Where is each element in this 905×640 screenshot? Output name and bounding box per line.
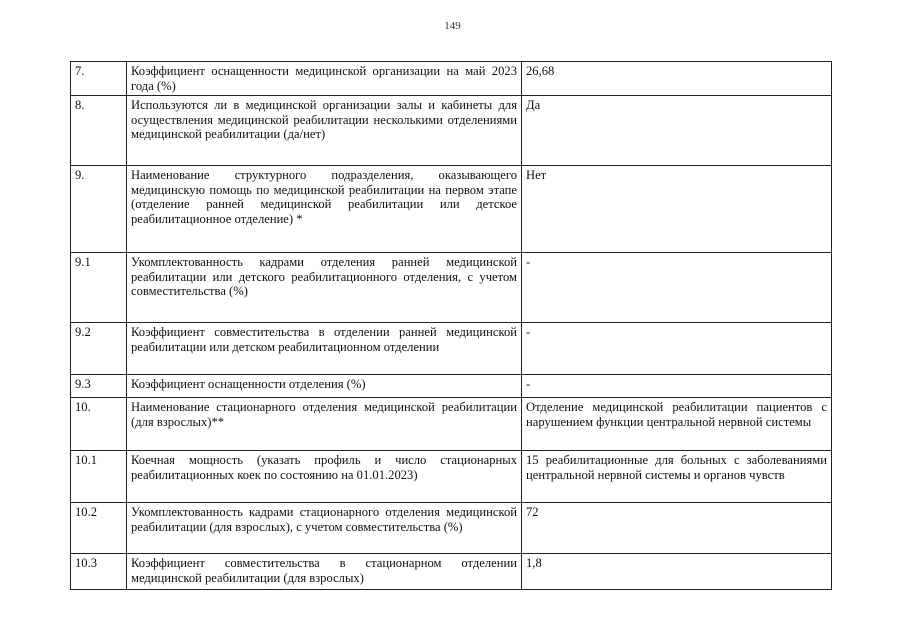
row-value: - xyxy=(522,323,832,375)
row-number: 10. xyxy=(71,398,127,451)
table-row xyxy=(71,398,832,451)
table-row xyxy=(71,62,832,96)
row-description: Укомплектованность кадрами стационарного отделения медицинской реабилитации (для взрослых), с учетом совместительства (%) xyxy=(127,503,522,554)
row-number: 9.1 xyxy=(71,253,127,323)
row-description: Наименование структурного подразделения, оказывающего медицинскую помощь по медицинской реабилитации на первом этапе (отделение ранней медицинской реабилитации или детское реабилитационное отделение) * xyxy=(127,166,522,253)
row-description: Коэффициент оснащенности отделения (%) xyxy=(127,375,522,398)
row-value: Отделение медицинской реабилитации пациентов с нарушением функции центральной нервной системы xyxy=(522,398,832,451)
row-value: 15 реабилитационные для больных с заболеваниями центральной нервной системы и органов чувств xyxy=(522,451,832,503)
row-description: Коечная мощность (указать профиль и число стационарных реабилитационных коек по состоянию на 01.01.2023) xyxy=(127,451,522,503)
table-row xyxy=(71,323,832,375)
table-row xyxy=(71,166,832,253)
row-description: Укомплектованность кадрами отделения ранней медицинской реабилитации или детского реабилитационного отделения, с учетом совместительства (%) xyxy=(127,253,522,323)
row-value: Да xyxy=(522,96,832,166)
table-row xyxy=(71,375,832,398)
row-description: Коэффициент совместительства в отделении ранней медицинской реабилитации или детском реабилитационном отделении xyxy=(127,323,522,375)
row-value: - xyxy=(522,375,832,398)
row-value: 1,8 xyxy=(522,554,832,590)
row-number: 9.2 xyxy=(71,323,127,375)
row-number: 10.1 xyxy=(71,451,127,503)
row-value: - xyxy=(522,253,832,323)
row-number: 9. xyxy=(71,166,127,253)
row-value: 26,68 xyxy=(522,62,832,96)
rehabilitation-table xyxy=(70,61,832,590)
row-description: Наименование стационарного отделения медицинской реабилитации (для взрослых)** xyxy=(127,398,522,451)
row-number: 7. xyxy=(71,62,127,96)
row-description: Коэффициент оснащенности медицинской организации на май 2023 года (%) xyxy=(127,62,522,96)
page-number: 149 xyxy=(444,20,461,32)
row-value: Нет xyxy=(522,166,832,253)
row-number: 9.3 xyxy=(71,375,127,398)
table-row xyxy=(71,451,832,503)
row-number: 8. xyxy=(71,96,127,166)
row-description: Коэффициент совместительства в стационарном отделении медицинской реабилитации (для взрослых) xyxy=(127,554,522,590)
row-number: 10.2 xyxy=(71,503,127,554)
row-value: 72 xyxy=(522,503,832,554)
table-row xyxy=(71,96,832,166)
table-row xyxy=(71,554,832,590)
row-number: 10.3 xyxy=(71,554,127,590)
table-row xyxy=(71,503,832,554)
row-description: Используются ли в медицинской организации залы и кабинеты для осуществления медицинской реабилитации несколькими отделениями медицинской реабилитации (да/нет) xyxy=(127,96,522,166)
table-row xyxy=(71,253,832,323)
